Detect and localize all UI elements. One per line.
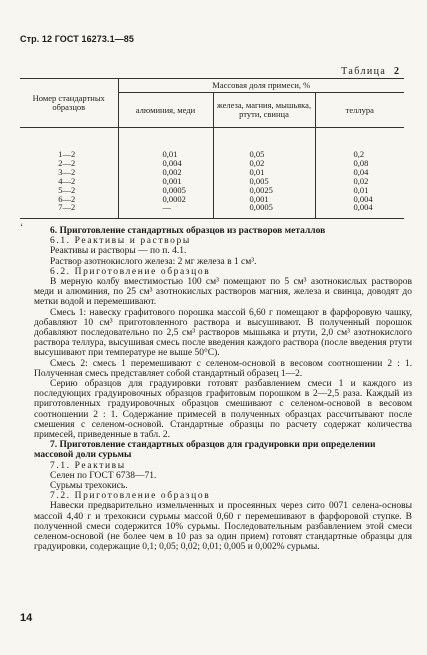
table-cell: 0,005 xyxy=(213,177,315,186)
table-cell: 0,001 xyxy=(213,195,315,204)
table-cell: 0,01 xyxy=(213,168,315,177)
paragraph-flask: В мерную колбу вместимостью 100 см³ помещают по 5 см³ азотнокислых растворов меди и алюминия, по 25 см³ азотнокислых растворов магния, железа и свинца, доводят до метки водой и перемешивают. xyxy=(34,277,412,308)
table-cell: 0,02 xyxy=(353,175,369,186)
impurity-table xyxy=(20,78,404,219)
col-tellurium-header: теллура xyxy=(315,93,404,128)
table-cell: 0,001 xyxy=(118,177,213,186)
document-body xyxy=(34,226,412,553)
subsection-7-2: 7.2. Приготовление образцов xyxy=(50,491,211,502)
table-cell: 2—2 xyxy=(20,159,118,168)
table-row xyxy=(20,186,404,195)
col-iron-group-header: железа, магния, мышьяка, ртути, свинца xyxy=(213,93,315,128)
paragraph-antimony-oxide: Сурьмы трехокись. xyxy=(50,481,128,492)
table-caption xyxy=(341,66,399,77)
table-cell: 0,004 xyxy=(353,193,373,204)
table-caption-text: Таблица xyxy=(341,66,387,77)
table-cell: 0,0005 xyxy=(213,203,315,218)
table-cell: 6—2 xyxy=(20,195,118,204)
mass-fraction-group-header: Массовая доля примеси, % xyxy=(118,79,404,93)
table-cell: 0,02 xyxy=(213,159,315,168)
paragraph-series: Серию образцов для градуировки готовят разбавлением смеси 1 и каждого из последующих градуировочных образцов графитовым порошком в 2—2,5 раза. Каждый из приготовленных градуировочных образцов смешивают с селеном-основой в весовом соотношении 2 : 1. Содержание примесей в полученных образцах рассчитывают после смешения с селеном-основой. Стандартные образцы по расчету содержат количества примесей, приведенные в табл. 2. xyxy=(34,379,412,441)
subsection-7-1: 7.1. Реактивы xyxy=(50,460,126,471)
page-header: Стр. 12 ГОСТ 16273.1—85 xyxy=(20,34,135,44)
paragraph-mixture-1: Смесь 1: навеску графитового порошка массой 6,60 г помещают в фарфоровую чашку, добавляют 10 см³ приготовленного раствора и высушивают. В полученный порошок добавляют последовательно по 2,5 см³ растворов мышьяка и ртути, 2,0 см³ азотнокислого раствора теллура, высушивая смесь после введения каждого раствора (после введения ртути высушивают при температуре не выше 50°С). xyxy=(34,307,412,359)
paragraph-selenium: Селен по ГОСТ 6738—71. xyxy=(50,470,157,481)
table-cell: 0,05 xyxy=(213,128,315,159)
table-cell: 7—2 xyxy=(20,203,118,218)
table-cell: 0,04 xyxy=(353,166,369,177)
table-row xyxy=(20,195,404,204)
section-6-title: 6. Приготовление стандартных образцов из растворов металлов xyxy=(50,226,326,236)
table-cell: 0,004 xyxy=(315,203,404,218)
subsection-6-1: 6.1. Реактивы и растворы xyxy=(50,236,191,247)
paragraph-mixture-2: Смесь 2: смесь 1 перемешивают с селеном-основой в весовом соотношении 2 : 1. Полученная смесь представляет собой стандартный образец 1—2. xyxy=(34,358,412,379)
table-row xyxy=(20,168,404,177)
table-row xyxy=(20,128,404,159)
table-cell: 0,0025 xyxy=(213,186,315,195)
paragraph-antimony-samples: Навески предварительно измельченных и просеянных через сито 0071 селена-основы массой 4,40 г и трехокиси сурьмы массой 0,60 г перемешивают в фарфоровой ступке. В полученной смеси содержится 10% сурьмы. Последовательным разбавлением этой смеси селеном-основой (не более чем в 10 раз за один прием) готовят стандартные образцы для градуировки, содержащие 0,1; 0,05; 0,02; 0,01; 0,005 и 0,002% сурьмы. xyxy=(34,501,412,553)
table-cell: 0,01 xyxy=(118,128,213,159)
col-aluminium-copper-header: алюминия, меди xyxy=(118,93,213,128)
margin-tick-mark: ‘ xyxy=(20,222,23,232)
table-cell: 5—2 xyxy=(20,186,118,195)
paragraph-reagents: Реактивы и растворы — по п. 4.1. xyxy=(50,246,187,257)
table-caption-number: 2 xyxy=(394,66,399,77)
table-cell: — xyxy=(118,203,213,218)
table-cell: 0,08 xyxy=(353,157,369,168)
table-cell: 0,01 xyxy=(353,184,369,195)
table-cell: 3—2 xyxy=(20,168,118,177)
table-cell: 0,004 xyxy=(118,159,213,168)
table-cell: 1—2 xyxy=(20,128,118,159)
page-number: 14 xyxy=(20,612,33,624)
table-cell: 0,0005 xyxy=(118,186,213,195)
paragraph-iron-solution: Раствор азотнокислого железа: 2 мг железа в 1 см³. xyxy=(50,256,257,267)
section-7-title: 7. Приготовление стандартных образцов для градуировки при определении массовой доли сурьмы xyxy=(34,440,376,461)
col-sample-number-header: Номер стандартных образцов xyxy=(20,79,118,128)
table-cell: 0,2 xyxy=(353,149,365,159)
table-cell: 0,0002 xyxy=(118,195,213,204)
table-cell: 0,002 xyxy=(118,168,213,177)
table-cell: 4—2 xyxy=(20,177,118,186)
table-row xyxy=(20,159,404,168)
subsection-6-2: 6.2. Приготовление образцов xyxy=(50,266,211,277)
table-row xyxy=(20,177,404,186)
table-row xyxy=(20,203,404,218)
